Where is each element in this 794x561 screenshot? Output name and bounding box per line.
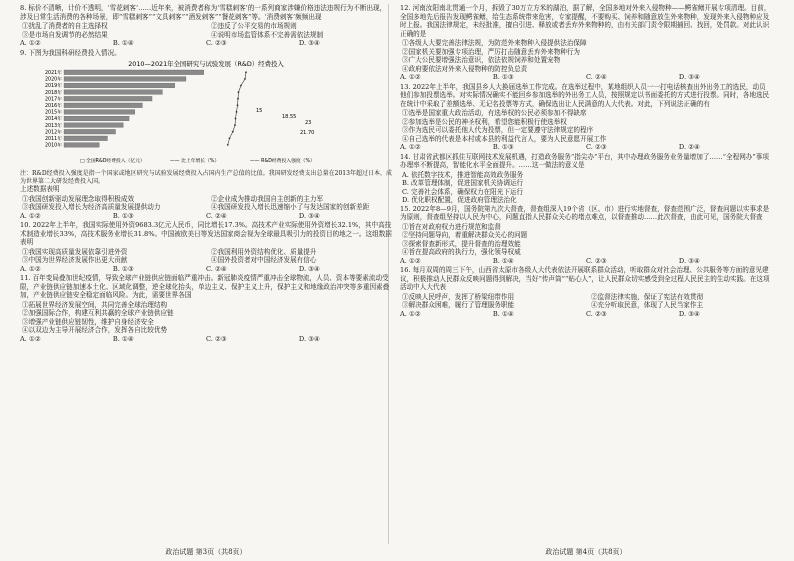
bar-2014年 — [64, 116, 129, 121]
q8-statement-1: ①扰乱了消费者的自主选择权 — [22, 22, 108, 30]
category-label-2014年: 2014年 — [44, 117, 62, 123]
q12-statement-2: ②国家机关要加强专项治理，严厉打击随意丢弃外来物种行为 — [402, 47, 581, 56]
page-footer-left: 政治试题 第3页（共8页） — [165, 548, 247, 556]
question-15-stem: 15. 2022年8—9月，国务院第九次大督查，督查组深入19个省（区、市）进行实地督查，督查范围广泛，督查问题以实事求是为原则，督查组坚持以人民为中心，问题直指人民群众关心的堵点难点，以督查推动……此次督查，由此可见，国务院大督查 — [400, 204, 770, 221]
question-8-options — [20, 39, 320, 48]
chart-annotations — [256, 108, 314, 136]
q10-option-c: C. ②④ — [205, 264, 227, 273]
question-11-options — [20, 335, 320, 344]
question-13-stem: 13. 2022年上半年，我国县乡人大换届选举工作完成。在选举过程中，某地组织人员一一打电话核查出外出务工的选民，动员他们参加投票选举。对实际情况确实不能回乡参加选举的外出务工人员，按照规定以书面委托的方式进行投票。同时，各地选民在统计中采取了差额选举、无记名投票等方式，确保选出让人民满意的人大代表。对此，下列说法正确的有 — [400, 82, 770, 108]
q13-option-d: D. ②④ — [678, 143, 700, 151]
q8-option-a: A. ①② — [20, 39, 41, 47]
q8-option-d: D. ③④ — [298, 39, 320, 47]
category-label-2018年: 2018年 — [44, 90, 62, 96]
q9-statement-1: ①我国创新驱动发展理念取得积极成效 — [22, 194, 135, 203]
category-label-2016年: 2016年 — [44, 104, 62, 109]
q15-statement-3: ③探索督查新形式，提升督查的治理效能 — [402, 239, 521, 248]
q12-option-d: D. ③④ — [678, 73, 700, 81]
question-9-stem: 9. 下图为我国科研经费投入情况。 — [20, 48, 121, 57]
q13-statement-1: ①选举是国家重大政治活动，有选举权的公民必须参加不得缺席 — [402, 109, 587, 117]
q13-statement-4: ④自己选举的代表是本村或本县的利益代言人，要为人民意愿开展工作 — [402, 134, 607, 143]
question-15-options — [400, 257, 700, 266]
q13-statement-3: ③作为选民可以委托他人代为投票，但一定要遵守法律规定的程序 — [402, 126, 594, 134]
q16-option-a: A. ①② — [400, 309, 421, 318]
point-intensity-2012年 — [232, 131, 234, 133]
question-9-statements — [20, 195, 392, 212]
point-intensity-2010年 — [227, 144, 229, 146]
bar-2015年 — [64, 110, 135, 115]
q8-statement-4: ④说明市场监管体系不完善需依法规制 — [211, 30, 324, 39]
category-label-2017年: 2017年 — [44, 97, 62, 103]
q10-statement-4: ④国外投资者对中国经济发展有信心 — [211, 256, 317, 265]
category-label-2015年: 2015年 — [44, 110, 62, 116]
category-label-2019年: 2019年 — [44, 84, 62, 90]
point-intensity-2013年 — [234, 124, 236, 126]
q9-statement-3: ③我国研发投入增长为经济高质量发展提供动力 — [22, 203, 161, 212]
q14-option-a: A. 依托数字技术，推进智能高效政务服务 — [402, 170, 524, 179]
question-10-stem: 10. 2022年上半年，我国实际使用外资9683.3亿元人民币，同比增长17.3%。高技术产业实际使用外资增长32.1%，其中高技术制造业增长33%，高技术服务业增长31.8%。中国被欧美日等发达国家商会视为全球最具吸引力的投资目的地之一。这组数据表明 — [20, 221, 392, 247]
question-16-statements — [400, 293, 772, 310]
q9-option-c: C. ②④ — [205, 211, 227, 220]
point-intensity-2018年 — [238, 91, 240, 93]
question-9-lead: 上述数据表明 — [20, 185, 60, 194]
chart-annotation-3: 21.70 — [300, 130, 315, 136]
q11-statement-3: ③增强产业链供应链韧性，维护自身经济安全 — [22, 317, 154, 326]
point-intensity-2017年 — [237, 98, 239, 100]
q10-statement-1: ①我国实现高质量发展依靠引进外资 — [22, 247, 128, 256]
question-12-options — [400, 73, 700, 82]
legend-item-0: □ 全国R&D经费投入（亿元） — [80, 159, 145, 164]
q12-statement-4: ④政府要依法对外来入侵物种的防控负总责 — [402, 64, 528, 73]
question-14-stem: 14. 甘肃省武都区抓住互联网技术发展机遇，打造政务服务“指尖办”平台，其中办理政务服务业务量增加了……“全程网办”事项办理率不断提高，智能化水平全面提升。……这一做法的意义是 — [400, 152, 769, 169]
chart-annotation-1: 18.55 — [282, 114, 297, 120]
question-16-options — [400, 310, 700, 319]
bar-2011年 — [64, 136, 107, 141]
q9-option-d: D. ③④ — [298, 211, 320, 220]
point-intensity-2015年 — [236, 111, 238, 113]
q8-option-c: C. ②③ — [205, 39, 227, 47]
point-intensity-2019年 — [240, 85, 242, 87]
q13-statement-2: ②参加选举是公民的神圣权利，希望您能积极行使选举权 — [402, 117, 567, 126]
category-label-2012年: 2012年 — [44, 130, 62, 136]
point-intensity-2021年 — [245, 71, 247, 73]
q12-option-c: C. ②④ — [585, 73, 607, 81]
chart-lines — [227, 71, 247, 145]
chart-annotation-0: 15 — [256, 108, 263, 114]
left-column — [20, 4, 392, 344]
bar-2018年 — [64, 90, 162, 95]
category-label-2011年: 2011年 — [44, 137, 62, 142]
q8-statement-2: ②违反了公平交易的市场规则 — [211, 22, 297, 30]
legend-item-2: —— R&D经费投入强度（%） — [250, 159, 315, 164]
rd-chart — [20, 58, 392, 168]
q13-option-b: B. ①③ — [492, 143, 514, 151]
bar-2020年 — [64, 77, 186, 82]
page-footer-right: 政治试题 第4页（共8页） — [545, 548, 627, 556]
q14-option-c: C. 完善社会体系，确保权力在阳光下运行 — [402, 187, 524, 196]
point-intensity-2011年 — [229, 137, 231, 139]
question-12-stem: 12. 河南汝阳南北贯通一个月，拆毁了30万立方米的湖泊，据了解，全国多地对外来入侵物种——鳄雀鳝开展专项清理。目前，全国多地先后报告发现鳄雀鳝，给生态系统带来危害，专家提醒，不要购买、饲养和随意放生外来物种，发现外来入侵物种应及时上报。我国法律规定，未经批准，擅自引进、释放或者丢弃外来物种的，由有关部门责令限期捕回、找回，处罚款。对此认识正确的是 — [400, 4, 771, 38]
q16-statement-1: ①反映人民呼声，发挥了桥梁纽带作用 — [402, 292, 515, 301]
q10-statement-2: ②我国利用外资结构优化、质量提升 — [211, 247, 317, 256]
bar-2016年 — [64, 103, 142, 108]
q10-option-d: D. ③④ — [298, 264, 320, 273]
q9-statement-4: ④我国研发投入增长迅速缩小了与发达国家的创新差距 — [211, 203, 370, 212]
q16-statement-3: ③解决群众困难，履行了管理服务职能 — [402, 301, 515, 309]
q15-option-c: C. ②③ — [585, 256, 607, 265]
q8-option-b: B. ①④ — [112, 39, 134, 47]
bar-2021年 — [64, 70, 204, 75]
question-13-options — [400, 143, 700, 152]
question-10-statements — [20, 248, 392, 265]
category-label-2010年: 2010年 — [44, 143, 62, 149]
q11-option-d: D. ③④ — [298, 334, 320, 343]
q15-option-a: A. ①② — [400, 256, 421, 265]
legend-item-1: —— 比上年增长（%） — [170, 159, 220, 164]
category-label-2020年: 2020年 — [44, 77, 62, 83]
q12-statement-3: ③广大公民要增强法治意识，依法依规饲养和处置宠物 — [402, 56, 561, 64]
chart-legend — [80, 157, 315, 164]
q16-option-b: B. ①④ — [492, 309, 514, 318]
q16-option-c: C. ②③ — [585, 309, 607, 318]
q16-statement-4: ④充分听取民意，体现了人民当家作主 — [591, 301, 704, 309]
bar-2013年 — [64, 123, 123, 128]
point-intensity-2014年 — [235, 118, 237, 120]
right-column — [400, 4, 772, 319]
q16-option-d: D. ③④ — [678, 309, 700, 318]
chart-title: 2010—2021年全国研究与试验发展（R&D）经费投入 — [128, 60, 284, 68]
question-16-stem: 16. 每月双周的周三下午，山西省太原市各级人大代表依法开展联系群众活动，听取群众对社会治理、公共服务等方面的意见建议，积极推动人民群众反映问题得到解决，当好“传声筒”“贴心人”，让人民群众切实感受到全过程人民民主的生动实践。在这项活动中人大代表 — [400, 266, 770, 291]
question-11-stem: 11. 百年变局叠加世纪疫情，导致全球产业链供应链面临严重冲击。新冠肺炎疫情严重冲击全球物流，人员、资本等要素流动受限，产业链供应链加速本土化、区域化调整，逆全球化抬头，单边主义、保护主义上升，保护主义和地缘政治冲突等多重因素叠加，产业链供应链安全稳定面临风险。为此，需要世界各国 — [20, 274, 390, 300]
bar-2012年 — [64, 129, 115, 134]
bar-2017年 — [64, 96, 152, 101]
q11-option-c: C. ②③ — [205, 334, 227, 343]
q11-statement-1: ①拓展世界经济发展空间，共同完善全球治理结构 — [22, 300, 168, 309]
q9-option-b: B. ①③ — [112, 211, 134, 220]
q10-option-a: A. ①② — [20, 264, 41, 273]
point-intensity-2020年 — [244, 78, 246, 80]
point-intensity-2016年 — [237, 104, 239, 106]
q15-statement-2: ②坚持问题导向，着重解决群众关心的问题 — [402, 231, 528, 239]
q14-option-d: D. 优化职权配置，促进政府管理法治化 — [402, 196, 517, 204]
category-label-2013年: 2013年 — [44, 123, 62, 129]
q12-option-a: A. ①② — [400, 73, 421, 81]
q11-statement-2: ②加强国际合作，构建互利共赢的全球产业链供应链 — [22, 309, 174, 318]
q15-option-b: B. ①④ — [492, 256, 514, 265]
chart-note: 注：R&D经费投入强度是指一个国家或地区研究与试验发展经费投入占国内生产总值的比值。我国研发经费支出总量在2013年超过日本，成为世界第二大研发经费投入国。 — [20, 170, 392, 185]
q8-statement-3: ③是市场自发调节的必然结果 — [22, 30, 108, 39]
q12-option-b: B. ①③ — [492, 73, 514, 81]
q15-statement-4: ④旨在提高政府的执行力，强化领导权威 — [402, 248, 521, 256]
bar-2010年 — [64, 143, 99, 148]
q10-statement-3: ③中国为世界经济发展作出更大贡献 — [22, 256, 128, 265]
rd-chart-svg — [20, 58, 392, 168]
line-intensity — [228, 72, 246, 145]
question-8-stem: 8. 标价不清晰，计价不透明，‘雪花刺客’……近年来，被消费者称为‘雪糕刺客’的一系列商家涉嫌价格违法违规行为不断出现，涉及日常生活消费的各种场景，即“雪糕刺客”“文具刺客”“酒发刺客”“餐花刺客”等。‘消费刺客’频频出现 — [20, 4, 387, 21]
question-8-statements — [20, 22, 392, 39]
chart-annotation-2: 23 — [305, 120, 312, 126]
chart-bars — [64, 70, 204, 147]
q10-option-b: B. ①③ — [112, 264, 134, 273]
q13-option-c: C. ②③ — [585, 143, 607, 151]
q11-option-b: B. ①④ — [112, 334, 134, 343]
q11-option-a: A. ①② — [20, 334, 41, 343]
category-label-2021年: 2021年 — [44, 71, 62, 76]
q13-option-a: A. ①② — [400, 143, 421, 151]
bar-2019年 — [64, 83, 175, 88]
question-9-options — [20, 212, 320, 221]
q9-option-a: A. ①② — [20, 211, 41, 220]
q9-statement-2: ②企业成为推动我国自主创新的主力军 — [211, 194, 324, 203]
q16-statement-2: ②监督法律实施，保证了宪法有效贯彻 — [591, 292, 704, 301]
q11-statement-4: ④以双边为主导开展经济合作，发挥各自比较优势 — [22, 326, 168, 335]
chart-category-labels — [45, 69, 62, 149]
q15-statement-1: ①旨在对政府权力进行规范和监督 — [402, 222, 501, 231]
q12-statement-1: ①各级人大要完善法律法规，为防范外来物种入侵提供法治保障 — [402, 39, 587, 47]
q15-option-d: D. ③④ — [678, 256, 700, 265]
q14-option-b: B. 改革管理体制，促进国家机关协调运行 — [402, 179, 524, 187]
question-10-options — [20, 265, 320, 274]
